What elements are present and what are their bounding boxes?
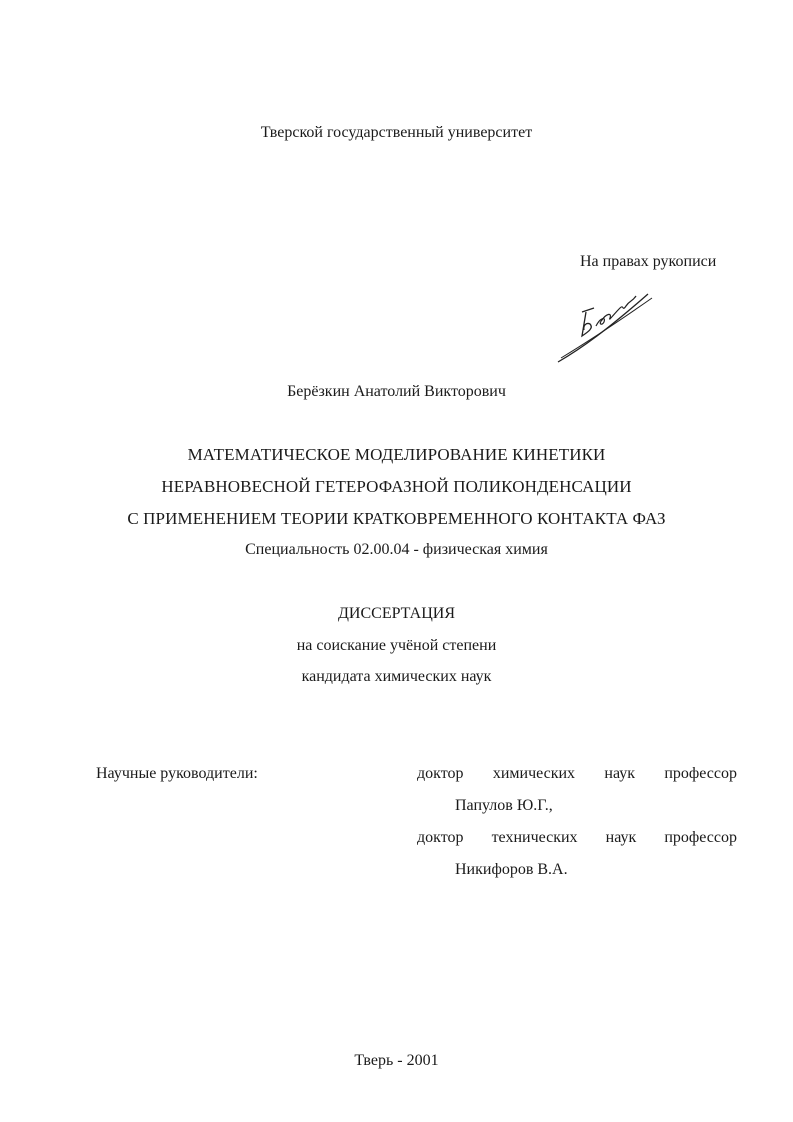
- supervisor-1-name: Папулов Ю.Г.,: [455, 797, 553, 814]
- title-word: химических: [492, 765, 576, 782]
- work-type: ДИССЕРТАЦИЯ: [338, 605, 455, 622]
- specialty: Специальность 02.00.04 - физическая химия: [245, 541, 548, 558]
- title-line-2: НЕРАВНОВЕСНОЙ ГЕТЕРОФАЗНОЙ ПОЛИКОНДЕНСАЦИИ: [161, 477, 632, 496]
- degree-line-2: кандидата химических наук: [301, 668, 492, 685]
- author-name: Берёзкин Анатолий Викторович: [287, 383, 506, 400]
- university-name: Тверской государственный университет: [260, 124, 533, 141]
- title-word: технических: [491, 829, 578, 846]
- signature: [552, 286, 662, 368]
- signature-text: Березин: [592, 326, 596, 327]
- title-word: профессор: [664, 765, 737, 782]
- supervisor-2-title: [417, 829, 737, 847]
- title-line-3: С ПРИМЕНЕНИЕМ ТЕОРИИ КРАТКОВРЕМЕННОГО КОНТАКТА ФАЗ: [127, 509, 666, 528]
- manuscript-rights-note: На правах рукописи: [580, 253, 717, 270]
- supervisors-label: Научные руководители:: [96, 765, 258, 782]
- city-year: Тверь - 2001: [354, 1052, 439, 1069]
- title-word: доктор: [417, 765, 464, 782]
- degree-line-1: на соискание учёной степени: [296, 637, 497, 654]
- title-word: наук: [604, 765, 635, 782]
- title-word: профессор: [664, 829, 737, 846]
- supervisor-1-title: [417, 765, 737, 783]
- title-word: доктор: [417, 829, 464, 846]
- supervisor-2-name: Никифоров В.А.: [455, 861, 568, 878]
- title-line-1: МАТЕМАТИЧЕСКОЕ МОДЕЛИРОВАНИЕ КИНЕТИКИ: [187, 445, 606, 464]
- title-word: наук: [605, 829, 637, 846]
